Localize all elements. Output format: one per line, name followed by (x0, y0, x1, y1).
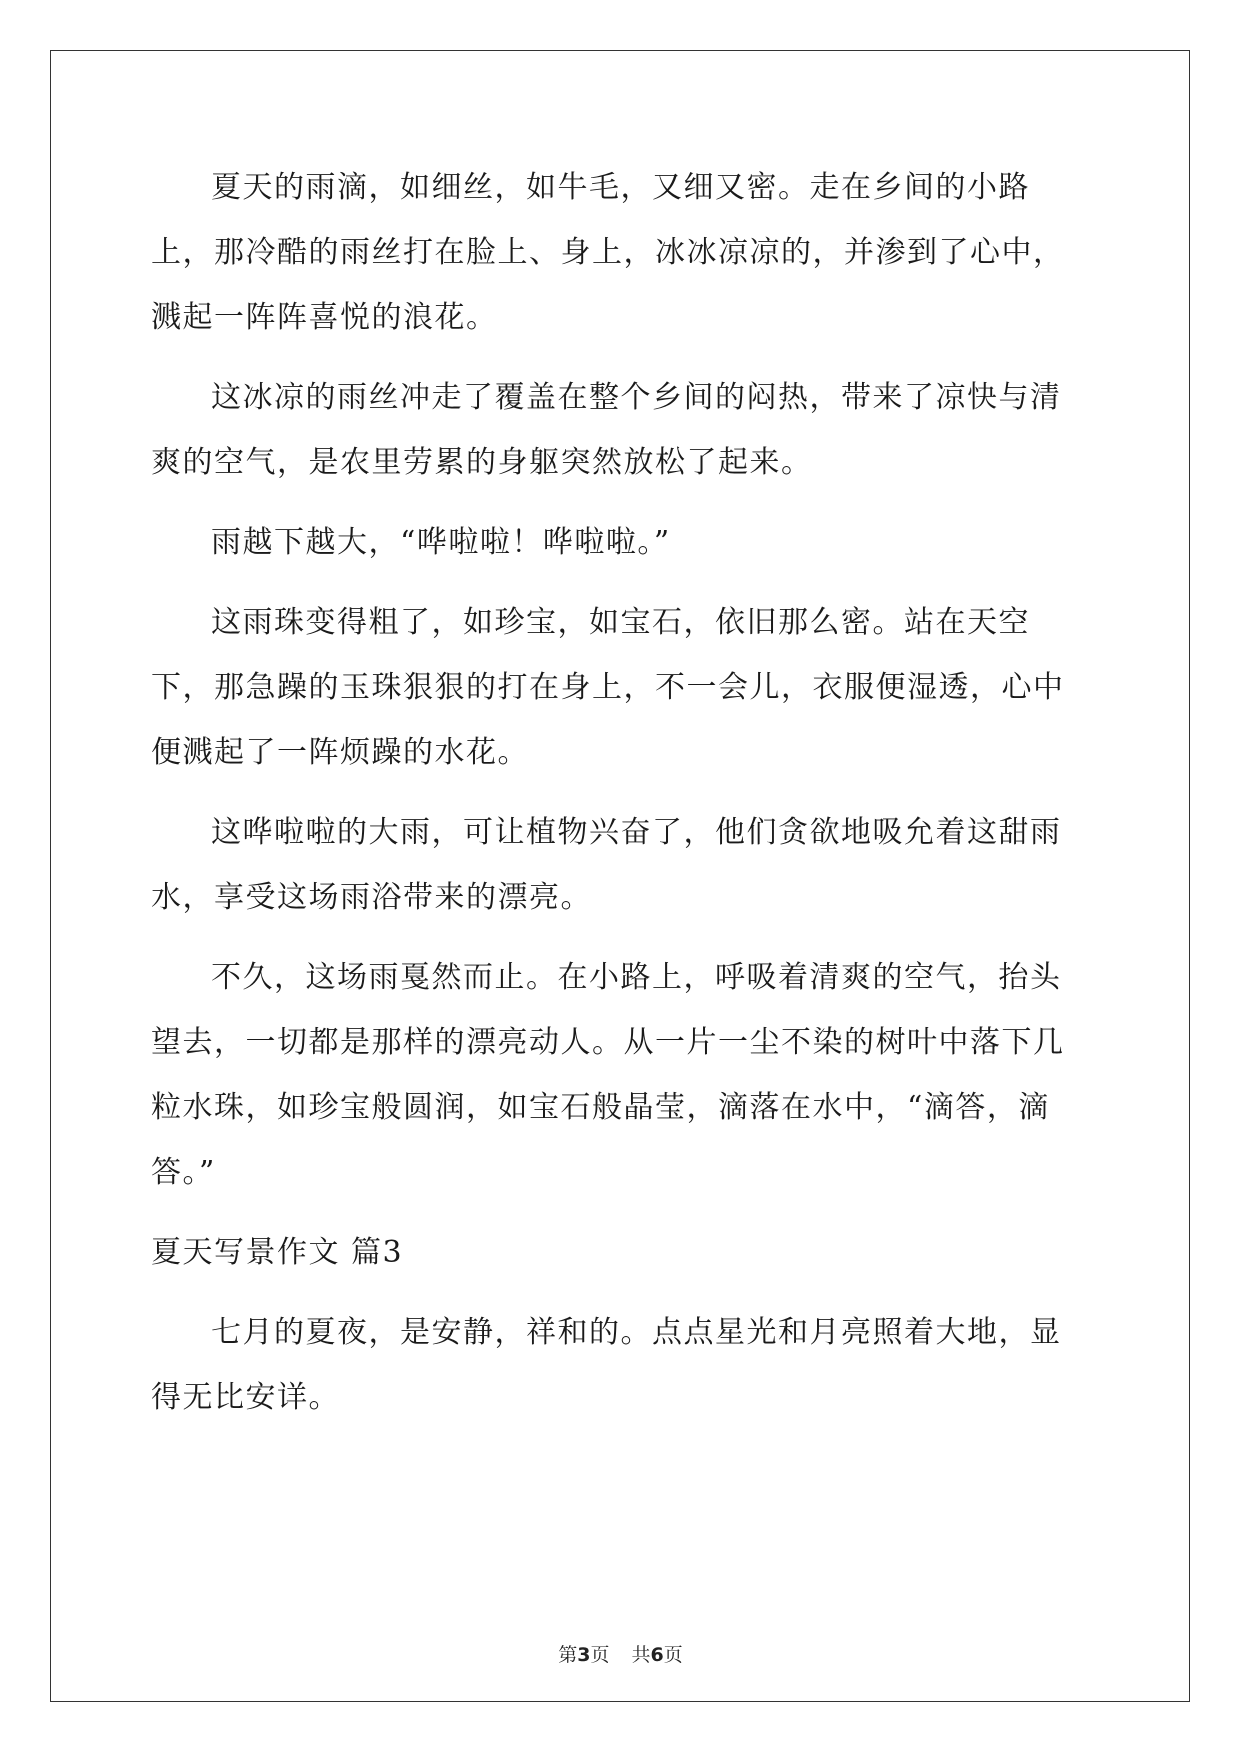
page-suffix: 页 (590, 1644, 610, 1666)
paragraph-2: 这冰凉的雨丝冲走了覆盖在整个乡间的闷热，带来了凉快与清爽的空气，是农里劳累的身躯突然放松了起来。 (151, 380, 1062, 480)
page-prefix: 第 (558, 1644, 578, 1666)
paragraph-6: 不久，这场雨戛然而止。在小路上，呼吸着清爽的空气，抬头望去，一切都是那样的漂亮动人。从一片一尘不染的树叶中落下几粒水珠，如珍宝般圆润，如宝石般晶莹，滴落在水中，“滴答，滴答。” (151, 960, 1065, 1190)
paragraph-3: 雨越下越大，“哗啦啦！哗啦啦。” (211, 525, 671, 560)
section-heading: 夏天写景作文 篇3 (151, 1235, 404, 1270)
total-prefix: 共 (631, 1644, 651, 1666)
paragraph-4: 这雨珠变得粗了，如珍宝，如宝石，依旧那么密。站在天空下，那急躁的玉珠狠狠的打在身上，不一会儿，衣服便湿透，心中便溅起了一阵烦躁的水花。 (151, 605, 1065, 770)
page-footer (0, 1640, 1241, 1667)
paragraph-1: 夏天的雨滴，如细丝，如牛毛，又细又密。走在乡间的小路上，那冷酷的雨丝打在脸上、身上，冰冰凉凉的，并渗到了心中，溅起一阵阵喜悦的浪花。 (151, 170, 1065, 335)
current-page-number: 3 (577, 1644, 591, 1666)
total-suffix: 页 (663, 1644, 683, 1666)
paragraph-5: 这哗啦啦的大雨，可让植物兴奋了，他们贪欲地吸允着这甜雨水，享受这场雨浴带来的漂亮。 (151, 815, 1062, 915)
document-body (151, 155, 1091, 1445)
paragraph-7: 七月的夏夜，是安静，祥和的。点点星光和月亮照着大地，显得无比安详。 (151, 1315, 1062, 1415)
total-page-number: 6 (650, 1644, 664, 1666)
